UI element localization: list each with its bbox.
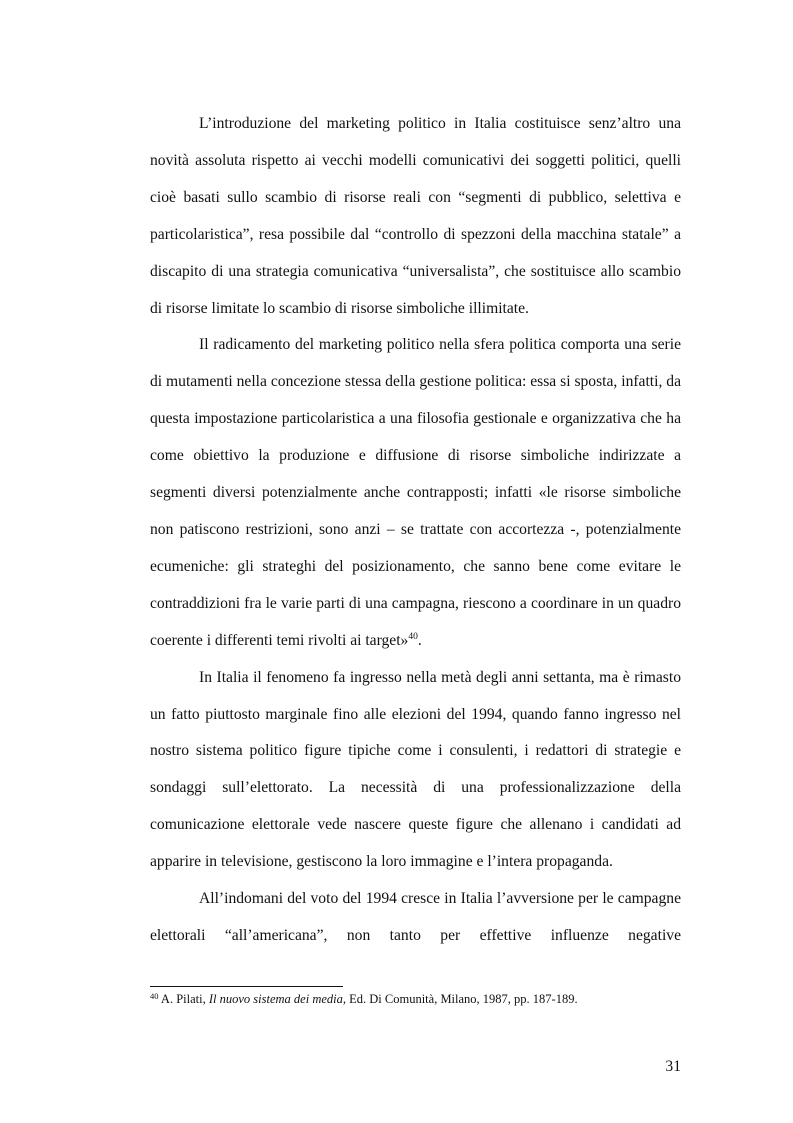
paragraph-2-end: . <box>417 631 422 649</box>
footnote-details: Ed. Di Comunità, Milano, 1987, pp. 187-189. <box>346 992 578 1006</box>
footnote-reference[interactable]: 40 <box>408 631 418 642</box>
footnote <box>150 991 690 1007</box>
page-number: 31 <box>665 1058 681 1075</box>
footnote-separator <box>150 986 343 987</box>
footnote-title: Il nuovo sistema dei media, <box>208 992 346 1006</box>
footnote-number: 40 <box>150 991 159 1001</box>
paragraph-1 <box>150 106 681 327</box>
paragraph-2-text: Il radicamento del marketing politico nella sfera politica comporta una serie di mutamenti nella concezione stessa della gestione politica: essa si sposta, infatti, da questa impostazione particolaristica a una filosofia gestionale e organizzativa che ha come obiettivo la produzione e diffusione di risorse simboliche indirizzate a segmenti diversi potenzialmente anche contrapposti; infatti «le risorse simboliche non patiscono restrizioni, sono anzi – se trattate con accortezza -, potenzialmente ecumeniche: gli strateghi del posizionamento, che sanno bene come evitare le contraddizioni fra le varie parti di una campagna, riescono a coordinare in un quadro coerente i differenti temi rivolti ai target» <box>150 336 681 649</box>
footnote-author: A. Pilati, <box>158 992 209 1006</box>
paragraph-1-text: L’introduzione del marketing politico in Italia costituisce senz’altro una novità assoluta rispetto ai vecchi modelli comunicativi dei soggetti politici, quelli cioè basati sullo scambio di risorse reali con “segmenti di pubblico, selettiva e particolaristica”, resa possibile dal “controllo di spezzoni della macchina statale” a discapito di una strategia comunicativa “universalista”, che sostituisce allo scambio di risorse limitate lo scambio di risorse simboliche illimitate. <box>150 115 681 317</box>
paragraph-4 <box>150 881 681 955</box>
paragraph-2 <box>150 327 681 659</box>
paragraph-3-text: In Italia il fenomeno fa ingresso nella metà degli anni settanta, ma è rimasto un fatto piuttosto marginale fino alle elezioni del 1994, quando fanno ingresso nel nostro sistema politico figure tipiche come i consulenti, i redattori di strategie e sondaggi sull’elettorato. La necessità di una professionalizzazione della comunicazione elettorale vede nascere queste figure che allenano i candidati ad apparire in televisione, gestiscono la loro immagine e l’intera propaganda. <box>150 668 681 871</box>
paragraph-4-text: All’indomani del voto del 1994 cresce in Italia l’avversione per le campagne elettorali “all’americana”, non tanto per effettive influenze negative <box>150 890 681 944</box>
paragraph-3 <box>150 660 681 881</box>
body-text <box>150 106 681 955</box>
